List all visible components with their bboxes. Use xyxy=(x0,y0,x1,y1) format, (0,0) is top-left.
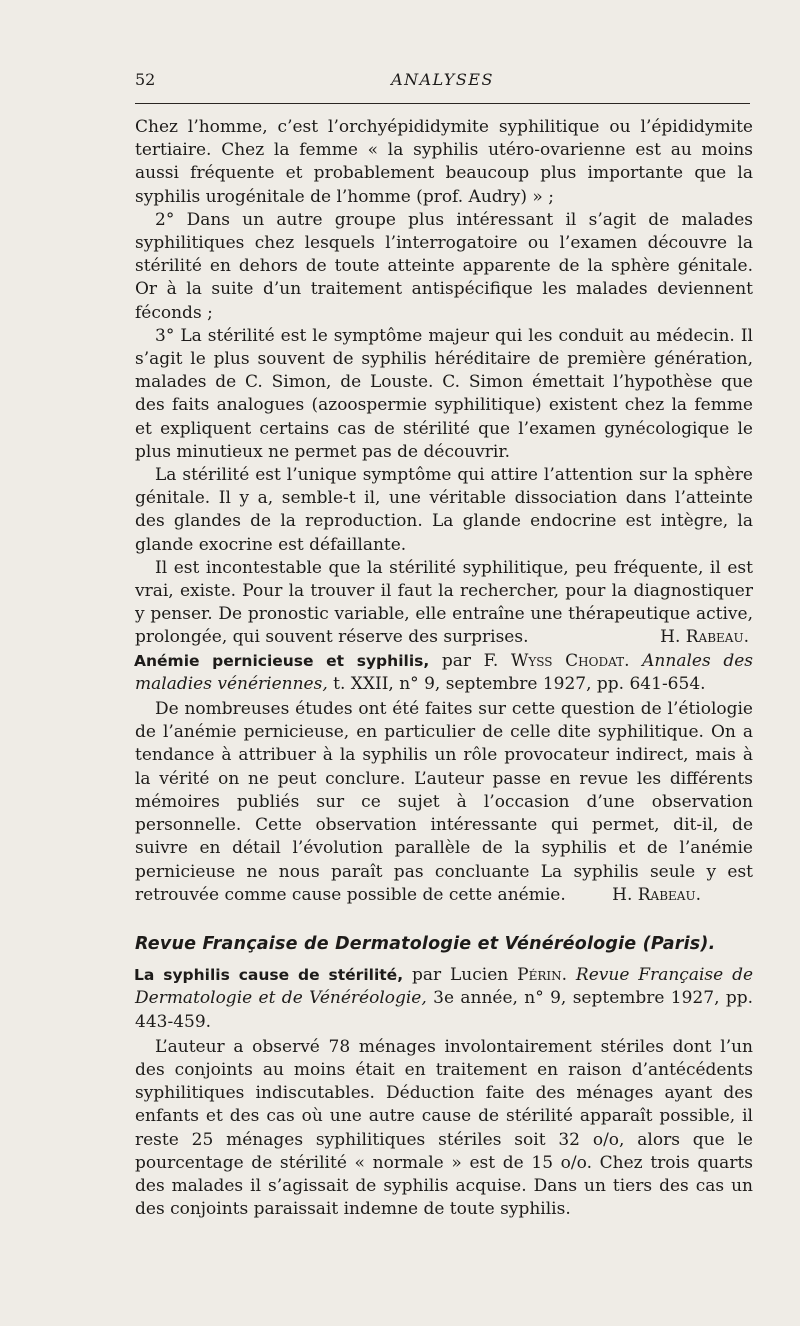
paragraph: Chez l’homme, c’est l’orchyépididymite syphilitique ou l’épididymite tertiaire. Chez la femme « la syphilis utéro-ovarienne est au moins aussi fréquente et probablement beaucoup plus importante que la syphilis urogénitale de l’homme (prof. Audry) » ; xyxy=(135,117,753,207)
journal-name: Annales des maladies vénériennes, xyxy=(135,650,753,694)
citation-by: par Lucien xyxy=(403,965,518,986)
section-heading: Revue Française de Dermatologie et Vénéréologie (Paris). xyxy=(135,933,716,954)
page-header xyxy=(135,70,750,94)
article-citation xyxy=(135,964,753,1034)
page-number: 52 xyxy=(135,70,156,89)
article-author: Wyss Chodat xyxy=(510,650,625,671)
citation-separator: . xyxy=(624,650,643,671)
paragraph xyxy=(135,557,753,650)
journal-reference: 3e année, n° 9, septembre 1927, pp. 443-459. xyxy=(135,988,753,1032)
article-author: Périn xyxy=(517,965,562,986)
paragraph-text: Il est incontestable que la stérilité syphilitique, peu fréquente, il est vrai, existe. Pour la trouver il faut la rechercher, pour la diagnostiquer y penser. De pronostic variable, elle entraîne une thérapeutique active, prolongée, qui souvent réserve des surprises. xyxy=(135,557,753,648)
paragraph: 2° Dans un autre groupe plus intéressant il s’agit de malades syphilitiques chez lesquels l’interrogatoire ou l’examen découvre la stérilité en dehors de toute atteinte apparente de la sphère génitale. Or à la suite d’un traitement antispécifique les malades deviennent féconds ; xyxy=(135,209,753,323)
article-text: De nombreuses études ont été faites sur cette question de l’étiologie de l’anémie pernicieuse, en particulier de celle dite syphilitique. On a tendance à attribuer à la syphilis un rôle provocateur indirect, mais à la vérité on ne peut conclure. L’auteur passe en revue les différents mémoires publiés sur ce sujet à l’occasion d’une observation personnelle. Cette observation intéressante qui permet, dit-il, de suivre en détail l’évolution parallèle de la syphilis et de l’anémie pernicieuse ne nous paraît pas concluante La syphilis seule y est retrouvée comme cause possible de cette anémie. xyxy=(135,699,753,905)
article-body xyxy=(135,698,753,907)
article-title: Anémie pernicieuse et syphilis, xyxy=(134,651,430,670)
journal-name: Revue Française de Dermatologie et de Vénéréologie, xyxy=(135,965,754,1009)
signature: H. Rabeau. xyxy=(660,627,749,648)
paragraph: 3° La stérilité est le symptôme majeur qui les conduit au médecin. Il s’agit le plus souvent de syphilis héréditaire de première génération, malades de C. Simon, de Louste. C. Simon émettait l’hypothèse que des faits analogues (azoospermie syphilitique) existent chez la femme et expliquent certains cas de stérilité que l’examen gynécologique le plus minutieux ne permet pas de découvrir. xyxy=(135,325,753,462)
citation-separator: . xyxy=(561,965,576,986)
running-title: ANALYSES xyxy=(391,70,494,89)
article-citation xyxy=(135,650,753,696)
page-body xyxy=(135,116,753,1221)
paragraph: La stérilité est l’unique symptôme qui attire l’attention sur la sphère génitale. Il y a, semble-t il, une véritable dissociation dans l’atteinte des glandes de la reproduction. La glande endocrine est intègre, la glande exocrine est défaillante. xyxy=(135,465,753,555)
signature: H. Rabeau. xyxy=(612,884,701,905)
header-rule xyxy=(135,103,750,104)
citation-by: par F. xyxy=(429,650,511,671)
article-body: L’auteur a observé 78 ménages involontairement stériles dont l’un des conjoints au moins était en traitement en raison d’antécédents syphilitiques indiscutables. Déduction faite des ménages ayant des enfants et des cas où une autre cause de stérilité apparaît possible, il reste 25 ménages syphilitiques stériles soit 32 o/o, alors que le pourcentage de stérilité « normale » est de 15 o/o. Chez trois quarts des malades il s’agissait de syphilis acquise. Dans un tiers des cas un des conjoints paraissait indemne de toute syphilis. xyxy=(135,1036,753,1220)
journal-reference: t. XXII, n° 9, septembre 1927, pp. 641-654. xyxy=(327,673,706,694)
article-title: La syphilis cause de stérilité, xyxy=(134,966,404,985)
